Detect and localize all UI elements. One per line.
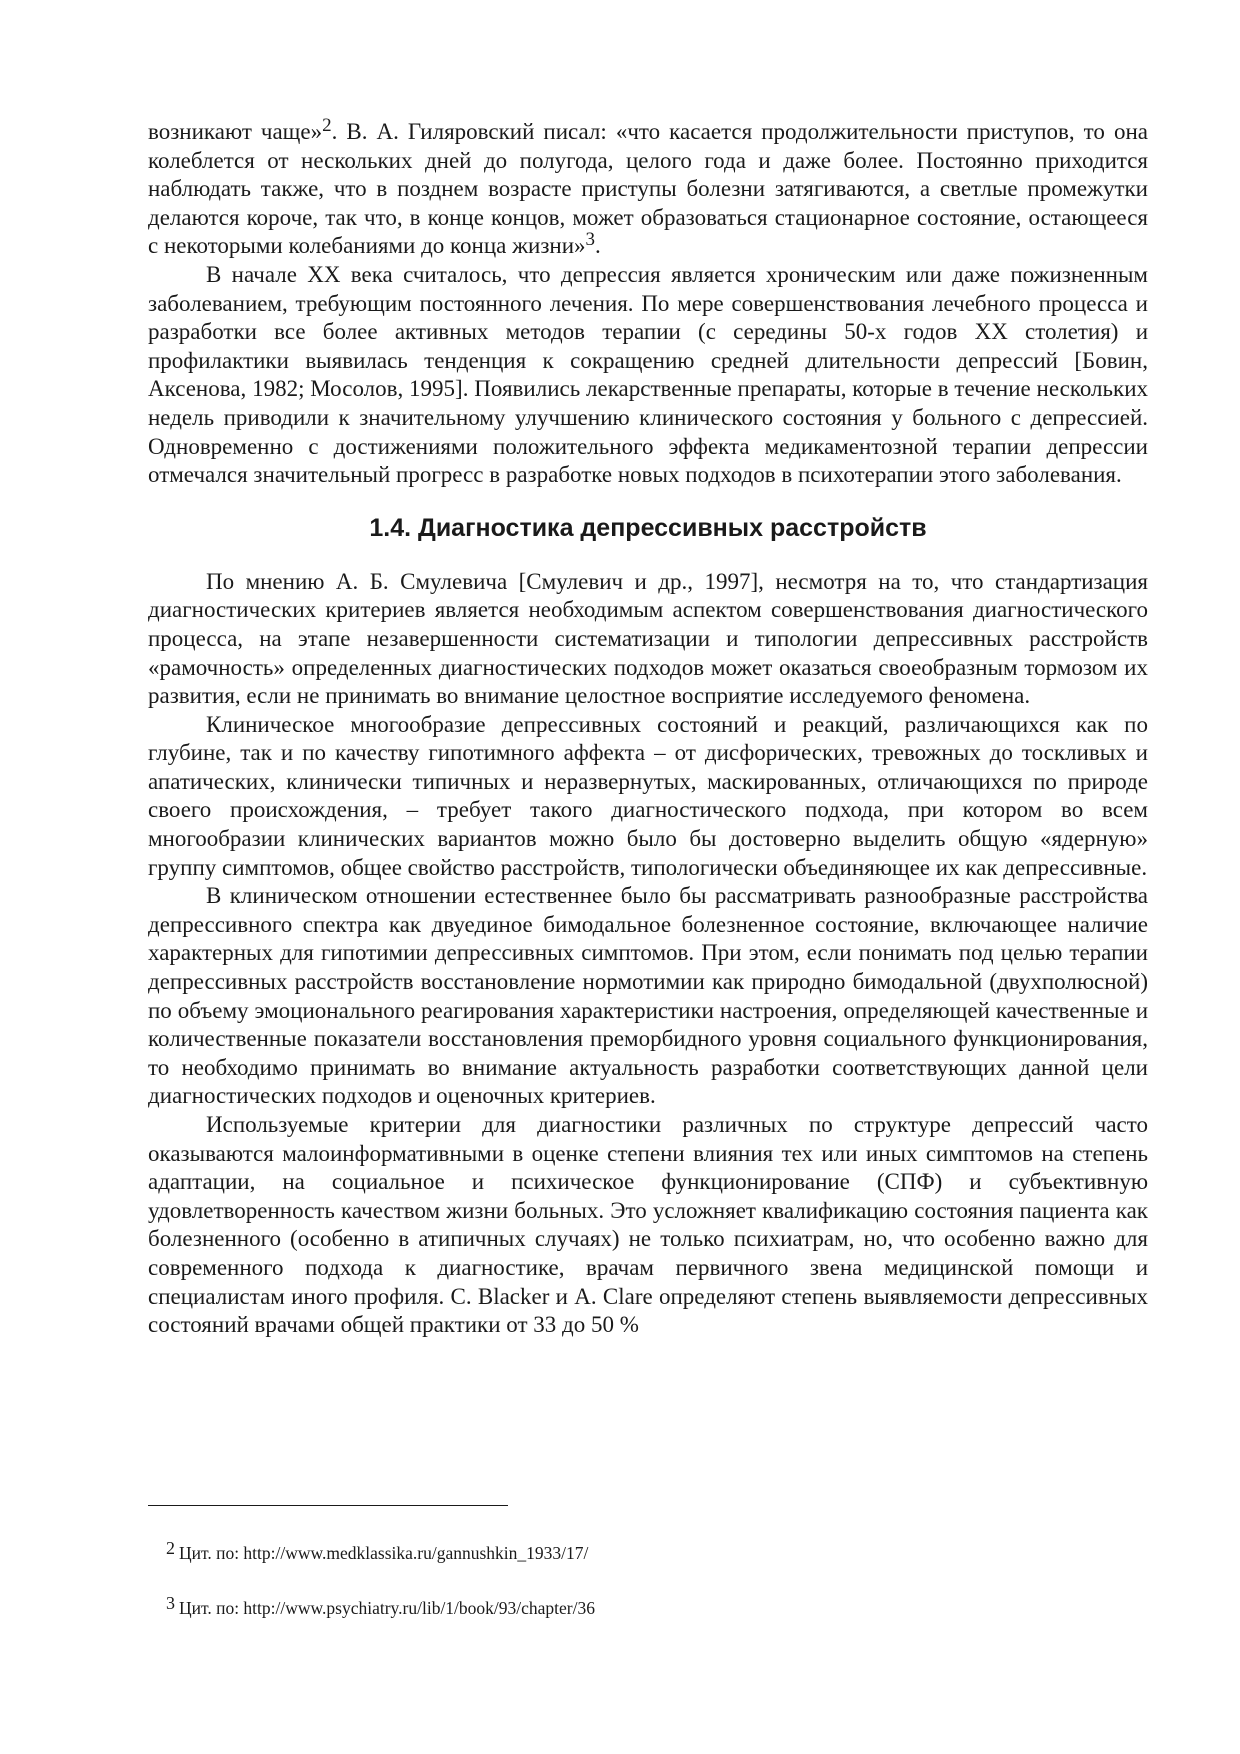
paragraph-continuation [148,115,1148,261]
footnote-ref-2[interactable]: 2 [322,115,332,136]
page-body [148,115,1148,1340]
footnote-ref-3[interactable]: 3 [585,229,596,251]
paragraph-text: . [595,233,601,259]
footnote-3 [166,1592,595,1619]
paragraph: Используемые критерии для диагностики различных по структуре депрессий часто оказываются малоинформативными в оценке степени влияния тех или иных симптомов на степень адаптации, на социальное и психическое функционирование (СПФ) и субъективную удовлетворенность качеством жизни больных. Это усложняет квалификацию состояния пациента как болезненного (особенно в атипичных случаях) не только психиатрам, но, что особенно важно для современного подхода к диагностике, врачам первичного звена медицинской помощи и специалистам иного профиля. C. Blacker и A. Clare определяют степень выявляемости депрессивных состояний врачами общей практики от 33 до 50 % [148,1112,1148,1338]
paragraph-text: . В. А. Гиляровский писал: «что касается продолжительности приступов, то она колеблется от нескольких дней до полугода, целого года и даже более. Постоянно приходится наблюдать также, что в позднем возрасте приступы болезни затягиваются, а светлые промежутки делаются короче, так что, в конце концов, может образоваться стационарное состояние, остающееся с некоторыми колебаниями до конца жизни» [148,119,1148,259]
section-heading: 1.4. Диагностика депрессивных расстройств [369,513,927,542]
paragraph: Клиническое многообразие депрессивных состояний и реакций, различающихся как по глубине, так и по качеству гипотимного аффекта – от дисфорических, тревожных до тоскливых и апатических, клинически типичных и неразвернутых, маскированных, отличающихся по природе своего происхождения, – требует такого диагностического подхода, при котором во всем многообразии клинических вариантов можно было бы достоверно выделить общую «ядерную» группу симптомов, общее свойство расстройств, типологически объединяющее их как депрессивные. [148,711,1148,880]
paragraph-text: возникают чаще» [148,119,323,144]
footnote-text[interactable]: Цит. по: http://www.medklassika.ru/gannushkin_1933/17/ [179,1543,589,1563]
paragraph: В начале XX века считалось, что депрессия является хроническим или даже пожизненным заболеванием, требующим постоянного лечения. По мере совершенствования лечебного процесса и разработки все более активных методов терапии (с середины 50-х годов XX столетия) и профилактики выявилась тенденция к сокращению средней длительности депрессий [Бовин, Аксенова, 1982; Мосолов, 1995]. Появились лекарственные препараты, которые в течение нескольких недель приводили к значительному улучшению клинического состояния у больного с депрессией. Одновременно с достижениями положительного эффекта медикаментозной терапии депрессии отмечался значительный прогресс в разработке новых подходов в психотерапии этого заболевания. [148,261,1148,488]
footnote-text[interactable]: Цит. по: http://www.psychiatry.ru/lib/1/book/93/chapter/36 [179,1598,596,1618]
footnote-divider [148,1505,508,1506]
paragraph: По мнению А. Б. Смулевича [Смулевич и др., 1997], несмотря на то, что стандартизация диагностических критериев является необходимым аспектом совершенствования диагностического процесса, на этапе незавершенности систематизации и типологии депрессивных расстройств «рамочность» определенных диагностических подходов может оказаться своеобразным тормозом их развития, если не принимать во внимание целостное восприятие исследуемого феномена. [148,568,1148,709]
footnote-number: 2 [166,1538,175,1558]
footnote-number: 3 [166,1593,175,1613]
paragraph: В клиническом отношении естественнее было бы рассматривать разнообразные расстройства депрессивного спектра как двуединое бимодальное болезненное состояние, включающее наличие характерных для гипотимии депрессивных симптомов. При этом, если понимать под целью терапии депрессивных расстройств восстановление нормотимии как природно бимодальной (двухполюсной) по объему эмоционального реагирования характеристики настроения, определяющей качественные и количественные показатели восстановления преморбидного уровня социального функционирования, то необходимо принимать во внимание актуальность разработки соответствующих данной цели диагностических подходов и оценочных критериев. [148,883,1148,1109]
footnote-2 [166,1537,588,1564]
